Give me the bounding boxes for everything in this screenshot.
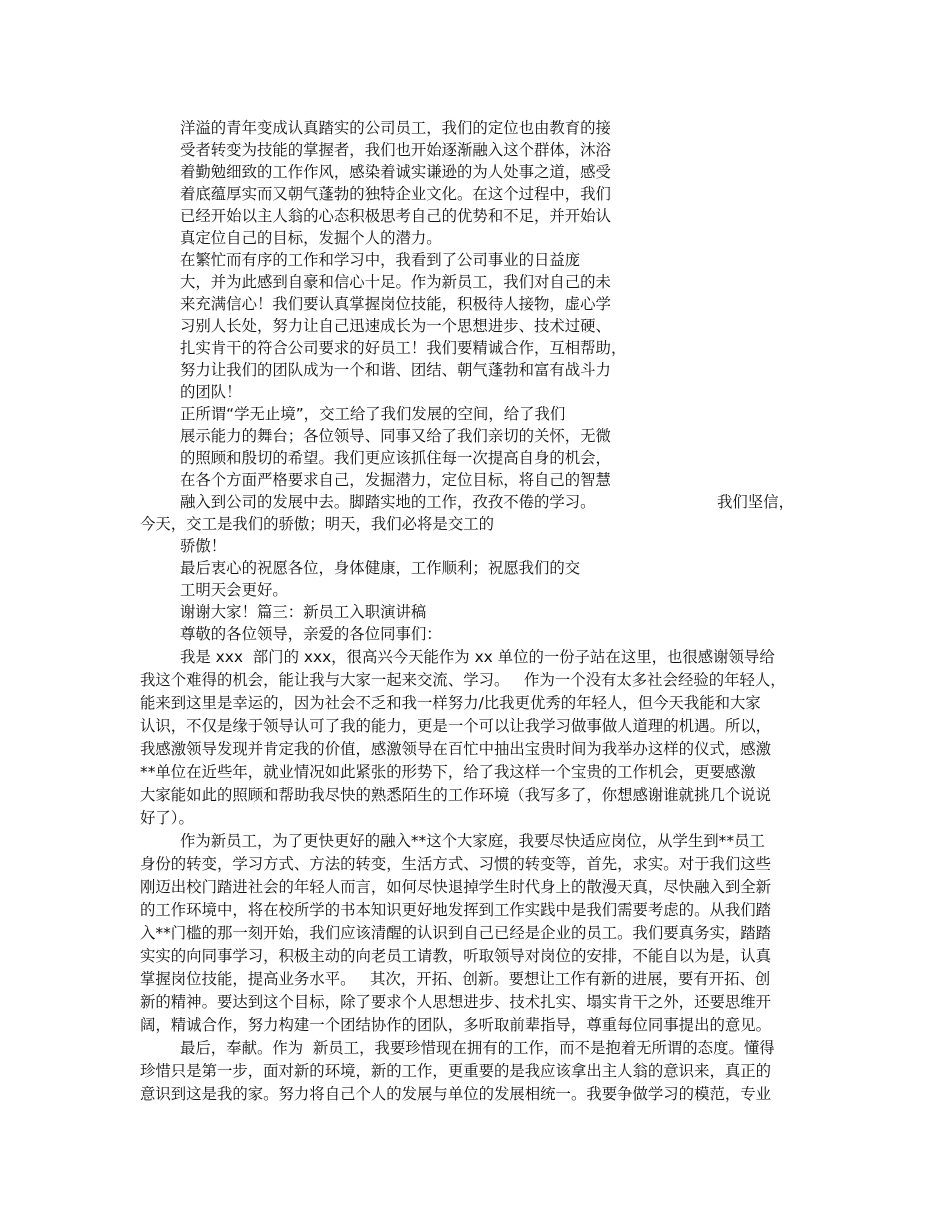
text-line: 阔，精诚合作，努力构建一个团结协作的团队，多听取前辈指导，尊重每位同事提出的意见。 xyxy=(140,1016,772,1034)
text-line: 今天，交工是我们的骄傲；明天，我们必将是交工的 xyxy=(140,515,494,533)
text-line: 展示能力的舞台；各位领导、同事又给了我们亲切的关怀，无微 xyxy=(180,427,611,445)
text-line: 好了）。 xyxy=(140,809,194,827)
text-line: 在繁忙而有序的工作和学习中，我看到了公司事业的日益庞 xyxy=(180,251,581,269)
text-line: 认识，不仅是缘于领导认可了我的能力，更是一个可以让我学习做事做人道理的机遇。所以， xyxy=(140,717,772,735)
text-line: 入**门槛的那一刻开始，我们应该清醒的认识到自己已经是企业的员工。我们要真务实，踏踏 xyxy=(140,924,772,942)
text-line: 努力让我们的团队成为一个和谐、团结、朝气蓬勃和富有战斗力 xyxy=(180,361,611,379)
text-line: 扎实肯干的符合公司要求的好员工！我们要精诚合作，互相帮助， xyxy=(180,339,627,357)
text-line: 习别人长处，努力让自己迅速成长为一个思想进步、技术过硬、 xyxy=(180,317,611,335)
text-line: 工明天会更好。 xyxy=(180,581,288,599)
text-line: 正所谓“学无止境”，交工给了我们发展的空间，给了我们 xyxy=(180,405,566,423)
text-line: 最后，奉献。作为 新员工，我要珍惜现在拥有的工作，而不是抱着无所谓的态度。懂得 xyxy=(180,1039,775,1057)
text-line: 尊敬的各位领导，亲爱的各位同事们： xyxy=(180,625,442,643)
text-line: 受者转变为技能的掌握者，我们也开始逐渐融入这个群体，沐浴 xyxy=(180,141,611,159)
text-line: 谢谢大家！篇三：新员工入职演讲稿 xyxy=(180,603,427,621)
text-line: 洋溢的青年变成认真踏实的公司员工，我们的定位也由教育的接 xyxy=(180,119,611,137)
text-line: 意识到这是我的家。努力将自己个人的发展与单位的发展相统一。我要争做学习的模范，专业 xyxy=(140,1085,772,1103)
text-line: 的照顾和殷切的希望。我们更应该抓住每一次提高自身的机会， xyxy=(180,449,611,467)
text-line: **单位在近些年，就业情况如此紧张的形势下，给了我这样一个宝贵的工作机会，更要感激 xyxy=(140,763,756,781)
text-line: 来充满信心！我们要认真掌握岗位技能，积极待人接物，虚心学 xyxy=(180,295,611,313)
text-line: 已经开始以主人翁的心态积极思考自己的优势和不足，并开始认 xyxy=(180,207,611,225)
text-line: 实实的向同事学习，积极主动的向老员工请教，听取领导对岗位的安排，不能自以为是，认真 xyxy=(140,947,772,965)
text-line: 的工作环境中，将在校所学的书本知识更好地发挥到工作实践中是我们需要考虑的。从我们踏 xyxy=(140,901,772,919)
text-line: 真定位自己的目标，发掘个人的潜力。 xyxy=(180,229,442,247)
text-line: 最后衷心的祝愿各位，身体健康，工作顺利；祝愿我们的交 xyxy=(180,559,581,577)
text-line: 作为新员工，为了更快更好的融入**这个大家庭，我要尽快适应岗位，从学生到**员工 xyxy=(180,832,765,850)
text-line: 在各个方面严格要求自己，发掘潜力，定位目标，将自己的智慧 xyxy=(180,471,611,489)
text-line: 着底蕴厚实而又朝气蓬勃的独特企业文化。在这个过程中，我们 xyxy=(180,185,611,203)
text-line: 刚迈出校门踏进社会的年轻人而言，如何尽快退掉学生时代身上的散漫天真，尽快融入到全新 xyxy=(140,878,772,896)
text-line: 新的精神。要达到这个目标，除了要求个人思想进步、技术扎实、塌实肯干之外，还要思维开 xyxy=(140,993,772,1011)
text-line: 的团队！ xyxy=(180,383,242,401)
text-line: 大，并为此感到自豪和信心十足。作为新员工，我们对自己的未 xyxy=(180,273,611,291)
text-line: 能来到这里是幸运的，因为社会不乏和我一样努力/比我更优秀的年轻人，但今天我能和大家 xyxy=(140,694,761,712)
text-line: 掌握岗位技能，提高业务水平。 其次，开拓、创新。要想让工作有新的进展，要有开拓、创 xyxy=(140,970,771,988)
text-line: 珍惜只是第一步，面对新的环境，新的工作，更重要的是我应该拿出主人翁的意识来，真正的 xyxy=(140,1062,772,1080)
text-line: 着勤勉细致的工作作风，感染着诚实谦逊的为人处事之道，感受 xyxy=(180,163,611,181)
text-line: 骄傲！ xyxy=(180,537,227,555)
text-line: 我感激领导发现并肯定我的价值，感激领导在百忙中抽出宝贵时间为我举办这样的仪式，感激 xyxy=(140,740,772,758)
text-line: 我是 xxx 部门的 xxx，很高兴今天能作为 xx 单位的一份子站在这里，也很感谢领导给 xyxy=(180,648,775,666)
text-line: 大家能如此的照顾和帮助我尽快的熟悉陌生的工作环境（我写多了，你想感谢谁就挑几个说说 xyxy=(140,786,772,804)
text-line: 我这个难得的机会，能让我与大家一起来交流、学习。 作为一个没有太多社会经验的年轻人， xyxy=(140,671,786,689)
text-line: 身份的转变，学习方式、方法的转变，生活方式、习惯的转变等，首先，求实。对于我们这些 xyxy=(140,855,772,873)
text-line: 融入到公司的发展中去。脚踏实地的工作，孜孜不倦的学习。 xyxy=(180,493,596,511)
text-line: 我们坚信， xyxy=(717,493,794,511)
